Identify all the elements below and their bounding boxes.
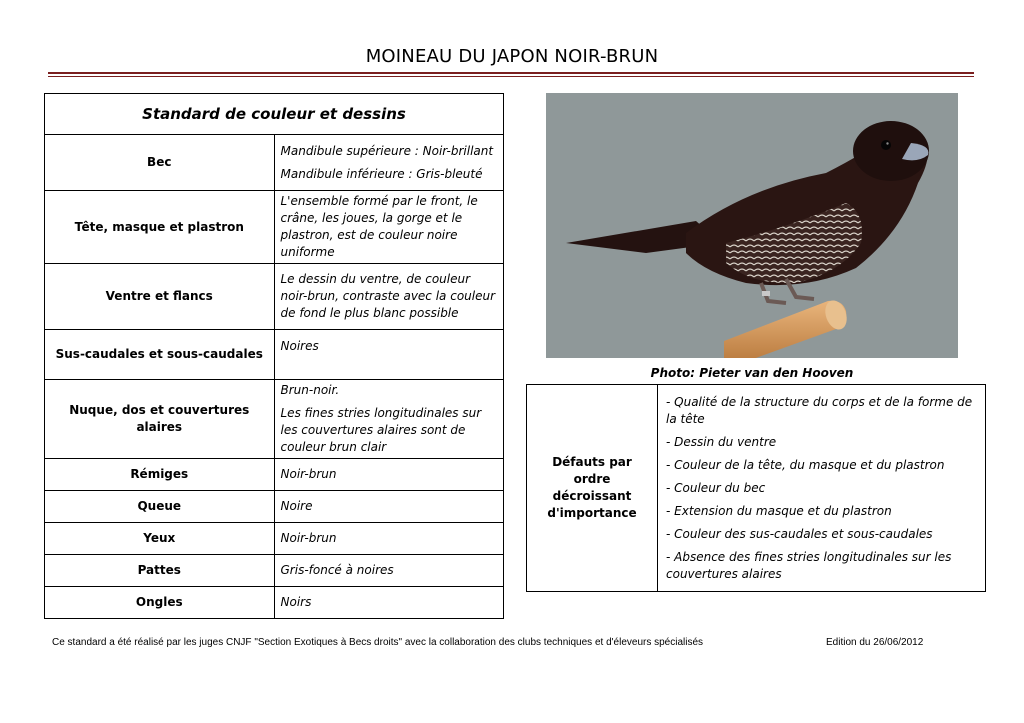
value-line: Le dessin du ventre, de couleur noir-brun, contraste avec la couleur de fond le plus blanc possible (280, 272, 496, 320)
row-value (274, 523, 504, 555)
bird-illustration (546, 93, 958, 358)
title-rule (48, 72, 974, 74)
value-line: Mandibule inférieure : Gris-bleuté (280, 166, 483, 181)
table-row (45, 191, 504, 264)
row-label: Tête, masque et plastron (45, 191, 275, 264)
table-row (45, 380, 504, 459)
value-line: L'ensemble formé par le front, le crâne, les joues, la gorge et le plastron, est de couleur noire uniforme (280, 194, 478, 259)
table-row (45, 587, 504, 619)
value-line: Les fines stries longitudinales sur les couvertures alaires sont de couleur brun clair (280, 406, 482, 454)
list-item: - Absence des fines stries longitudinales sur les couvertures alaires (666, 549, 952, 581)
value-line: Noir-brun (280, 467, 337, 481)
list-item: - Couleur du bec (666, 480, 766, 495)
photo-caption: Photo: Pieter van den Hooven (650, 366, 854, 380)
footer-note: Ce standard a été réalisé par les juges CNJF "Section Exotiques à Becs droits" avec la collaboration des clubs techniques et d'éleveurs spécialisés (52, 637, 704, 648)
table-row (45, 523, 504, 555)
table-row (45, 264, 504, 330)
table-row (45, 459, 504, 491)
bird-eye (881, 140, 891, 150)
row-label: Ongles (45, 587, 275, 619)
row-value (274, 491, 504, 523)
row-label: Queue (45, 491, 275, 523)
row-value (274, 135, 504, 191)
table-row (45, 491, 504, 523)
value-line: Noires (280, 339, 319, 353)
value-line: Gris-foncé à noires (280, 563, 394, 577)
value-line: Brun-noir. (280, 383, 340, 397)
value-line: Noir-brun (280, 531, 337, 545)
edition-date: Edition du 26/06/2012 (826, 637, 924, 648)
list-item: - Couleur de la tête, du masque et du plastron (666, 457, 945, 472)
defects-table (526, 384, 986, 592)
table-row (45, 555, 504, 587)
row-label: Yeux (45, 523, 275, 555)
table-row (45, 135, 504, 191)
value-line: Noire (280, 499, 313, 513)
page-title: MOINEAU DU JAPON NOIR-BRUN (365, 46, 659, 67)
row-label: Pattes (45, 555, 275, 587)
defects-list (658, 385, 986, 592)
table-row (527, 385, 986, 592)
row-label: Sus-caudales et sous-caudales (45, 330, 275, 380)
table-row (45, 330, 504, 380)
list-item: - Extension du masque et du plastron (666, 503, 892, 518)
list-item: - Couleur des sus-caudales et sous-caudales (666, 526, 933, 541)
row-value (274, 555, 504, 587)
title-rule-thin (48, 76, 974, 77)
standard-table (44, 93, 504, 619)
row-value (274, 264, 504, 330)
row-value (274, 330, 504, 380)
row-value (274, 459, 504, 491)
standard-heading: Standard de couleur et dessins (45, 94, 504, 135)
defects-label: Défauts par ordre décroissant d'importance (527, 385, 658, 592)
row-label: Nuque, dos et couvertures alaires (45, 380, 275, 459)
row-label: Ventre et flancs (45, 264, 275, 330)
row-value (274, 587, 504, 619)
perch (724, 297, 851, 358)
bird-photo (546, 93, 958, 358)
row-label: Rémiges (45, 459, 275, 491)
value-line: Noirs (280, 595, 312, 609)
value-line: Mandibule supérieure : Noir-brillant (280, 143, 494, 158)
row-value (274, 380, 504, 459)
list-item: - Dessin du ventre (666, 434, 777, 449)
row-value (274, 191, 504, 264)
row-label: Bec (45, 135, 275, 191)
list-item: - Qualité de la structure du corps et de la forme de la tête (666, 394, 973, 426)
